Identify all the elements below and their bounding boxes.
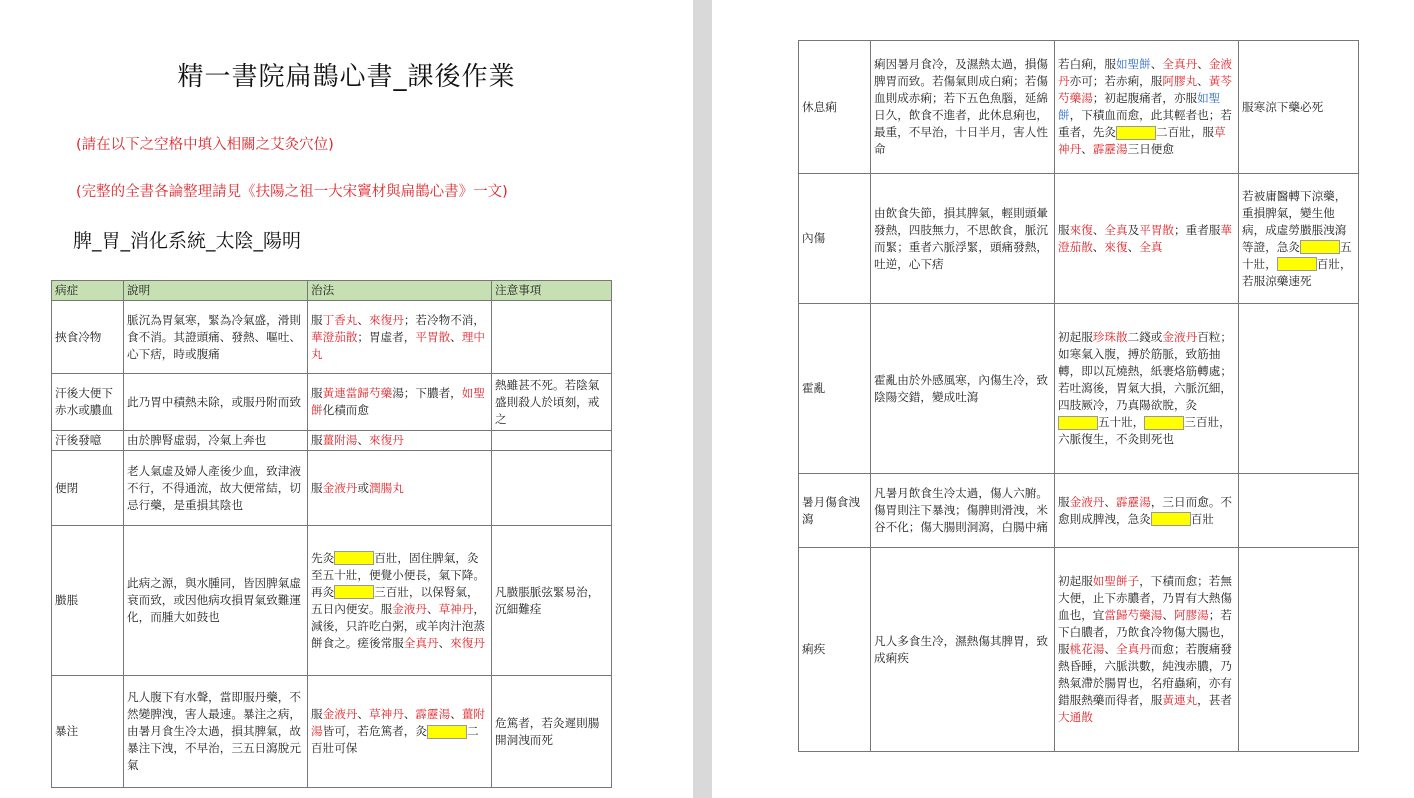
disease-cell: 挾食冷物 [52, 301, 124, 374]
note-cell: 凡臌脹脈弦緊易治，沉細難痊 [492, 526, 612, 676]
disease-cell: 休息痢 [799, 41, 871, 174]
treatment-cell: 初起服如聖餅子，下積而愈；若無大便，止下赤膿者，乃胃有大熱傷血也，宜當歸芍藥湯、阿膠湯；若下白膿者，乃飲食冷物傷大腸也，服桃花湯、全真丹而愈；若腹痛發熱昏睡，六脈洪數，純洩赤膿，乃熱氣滯於腸胃也，名疳蟲痢，亦有錯服熱藥而得者，服黃連丸，甚者大通散 [1055, 548, 1239, 752]
acupoint-blank-field[interactable] [1144, 416, 1184, 430]
page-title: 精一書院扁鵲心書_課後作業 [177, 62, 516, 92]
table-row [799, 548, 1359, 752]
note-cell [1239, 304, 1359, 474]
table-row [52, 451, 612, 526]
note-cell [1239, 548, 1359, 752]
treatment-table-right [798, 40, 1359, 752]
description-cell: 由飲食失節，損其脾氣，輕則頭暈發熱，四肢無力，不思飲食，脈沉而緊；重者六脈浮緊，頭痛發熱，吐逆，心下痞 [871, 174, 1055, 304]
description-cell: 此病之源，與水腫同，皆因脾氣虛衰而致，或因他病攻損胃氣致難運化，而腫大如鼓也 [124, 526, 308, 676]
treatment-cell: 初起服珍珠散二錢或金液丹百粒；如寒氣入腹，搏於筋脈，致筋抽轉，即以瓦燒熱，紙裹烙筋轉處；若吐瀉後，胃氣大損，六脈沉細，四肢厥冷，乃真陽欲脫，灸五十壯， 三百壯，六脈復生，不灸則死也 [1055, 304, 1239, 474]
document-page-left [0, 0, 693, 798]
disease-cell: 暴注 [52, 676, 124, 788]
table-row [799, 474, 1359, 548]
note-cell: 熱雖甚不死。若陰氣盛則殺人於頃刻，戒之 [492, 374, 612, 431]
section-heading: 脾_胃_消化系統_太陰_陽明 [73, 230, 302, 252]
note-cell: 若被庸醫轉下涼藥，重損脾氣，變生他病，成虛勞臌脹洩瀉等證，急灸 五十壯， 百壯，若服涼藥速死 [1239, 174, 1359, 304]
note-cell: 危篤者，若灸遲則腸開洞洩而死 [492, 676, 612, 788]
treatment-cell: 服黃連當歸芍藥湯；下膿者，如聖餅化積而愈 [308, 374, 492, 431]
acupoint-blank-field[interactable] [1300, 240, 1340, 254]
treatment-cell: 服來復、全真及平胃散；重者服華澄茄散、來復、全真 [1055, 174, 1239, 304]
treatment-table-left [51, 280, 612, 788]
description-cell: 痢因暑月食冷，及濕熱太過，損傷脾胃而致。若傷氣則成白痢；若傷血則成赤痢；若下五色魚腦，延綿日久，飲食不進者，此休息痢也，最重，不早治，十日半月，害人性命 [871, 41, 1055, 174]
description-cell: 凡暑月飲食生冷太過，傷人六腑。傷胃則注下暴洩；傷脾則滑洩，米谷不化；傷大腸則洞瀉，白腸中痛 [871, 474, 1055, 548]
table-row [52, 676, 612, 788]
col-header-treatment: 治法 [308, 281, 492, 301]
description-cell: 凡人腹下有水聲，當即服丹藥，不然變脾洩，害人最速。暴注之病，由暑月食生冷太過，損其脾氣，故暴注下洩，不早治，三五日瀉脫元氣 [124, 676, 308, 788]
table-row [52, 526, 612, 676]
disease-cell: 霍亂 [799, 304, 871, 474]
disease-cell: 便閉 [52, 451, 124, 526]
document-page-right [712, 0, 1414, 798]
acupoint-blank-field[interactable] [334, 551, 374, 565]
table-row [52, 374, 612, 431]
note-cell [1239, 474, 1359, 548]
reference-note: (完整的全書各論整理請見《扶陽之祖一大宋竇材與扁鵲心書》一文) [76, 184, 508, 200]
description-cell: 脈沉為胃氣寒，緊為冷氣盛，滑則食不消。其證頭痛、發熱、嘔吐、心下痞，時或腹痛 [124, 301, 308, 374]
treatment-cell: 服金液丹、霹靂湯，三日而愈。不愈則成脾洩，急灸 百壯 [1055, 474, 1239, 548]
note-cell [492, 451, 612, 526]
col-header-disease: 病症 [52, 281, 124, 301]
description-cell: 凡人多食生冷，濕熱傷其脾胃，致成痢疾 [871, 548, 1055, 752]
treatment-cell: 先灸 百壯，固住脾氣，灸至五十壯，便覺小便長，氣下降。再灸 三百壯，以保腎氣，五日內便安。服金液丹、草神丹，減後，只許吃白粥，或羊肉汁泡蒸餅食之。瘥後常服全真丹、來復丹 [308, 526, 492, 676]
description-cell: 此乃胃中積熱未除，或服丹附而致 [124, 374, 308, 431]
disease-cell: 內傷 [799, 174, 871, 304]
disease-cell: 臌脹 [52, 526, 124, 676]
note-cell [492, 431, 612, 451]
disease-cell: 痢疾 [799, 548, 871, 752]
treatment-cell: 服金液丹、草神丹、霹靂湯、薑附湯皆可，若危篤者，灸 二百壯可保 [308, 676, 492, 788]
table-row [799, 41, 1359, 174]
disease-cell: 汗後大便下赤水或膿血 [52, 374, 124, 431]
treatment-cell: 服丁香丸、來復丹；若冷物不消，華澄茄散；胃虛者，平胃散、理中丸 [308, 301, 492, 374]
description-cell: 老人氣虛及婦人產後少血，致津液不行，不得通流，故大便常結，切忌行藥，是重損其陰也 [124, 451, 308, 526]
treatment-cell: 服薑附湯、來復丹 [308, 431, 492, 451]
disease-cell: 汗後發噫 [52, 431, 124, 451]
instruction-note: (請在以下之空格中填入相關之艾灸穴位) [76, 137, 334, 153]
table-header-row [52, 281, 612, 301]
note-cell: 服寒涼下藥必死 [1239, 41, 1359, 174]
col-header-description: 說明 [124, 281, 308, 301]
table-row [52, 301, 612, 374]
treatment-cell: 服金液丹或潤腸丸 [308, 451, 492, 526]
acupoint-blank-field[interactable] [1116, 126, 1156, 140]
acupoint-blank-field[interactable] [1058, 416, 1098, 430]
note-cell [492, 301, 612, 374]
table-row [52, 431, 612, 451]
acupoint-blank-field[interactable] [1277, 257, 1317, 271]
page-gutter [693, 0, 712, 798]
acupoint-blank-field[interactable] [1151, 512, 1191, 526]
table-row [799, 304, 1359, 474]
treatment-cell: 若白痢，服如聖餅、全真丹、金液丹亦可；若赤痢，服阿膠丸、黃芩芍藥湯；初起腹痛者，亦服如聖餅，下積血而愈，此其輕者也；若重者，先灸 二百壯，服草神丹、霹靂湯三日便愈 [1055, 41, 1239, 174]
description-cell: 由於脾腎虛弱，冷氣上奔也 [124, 431, 308, 451]
disease-cell: 暑月傷食洩瀉 [799, 474, 871, 548]
acupoint-blank-field[interactable] [427, 725, 467, 739]
acupoint-blank-field[interactable] [334, 585, 374, 599]
description-cell: 霍亂由於外感風寒，內傷生冷，致陰陽交錯，變成吐瀉 [871, 304, 1055, 474]
col-header-notes: 注意事項 [492, 281, 612, 301]
table-row [799, 174, 1359, 304]
